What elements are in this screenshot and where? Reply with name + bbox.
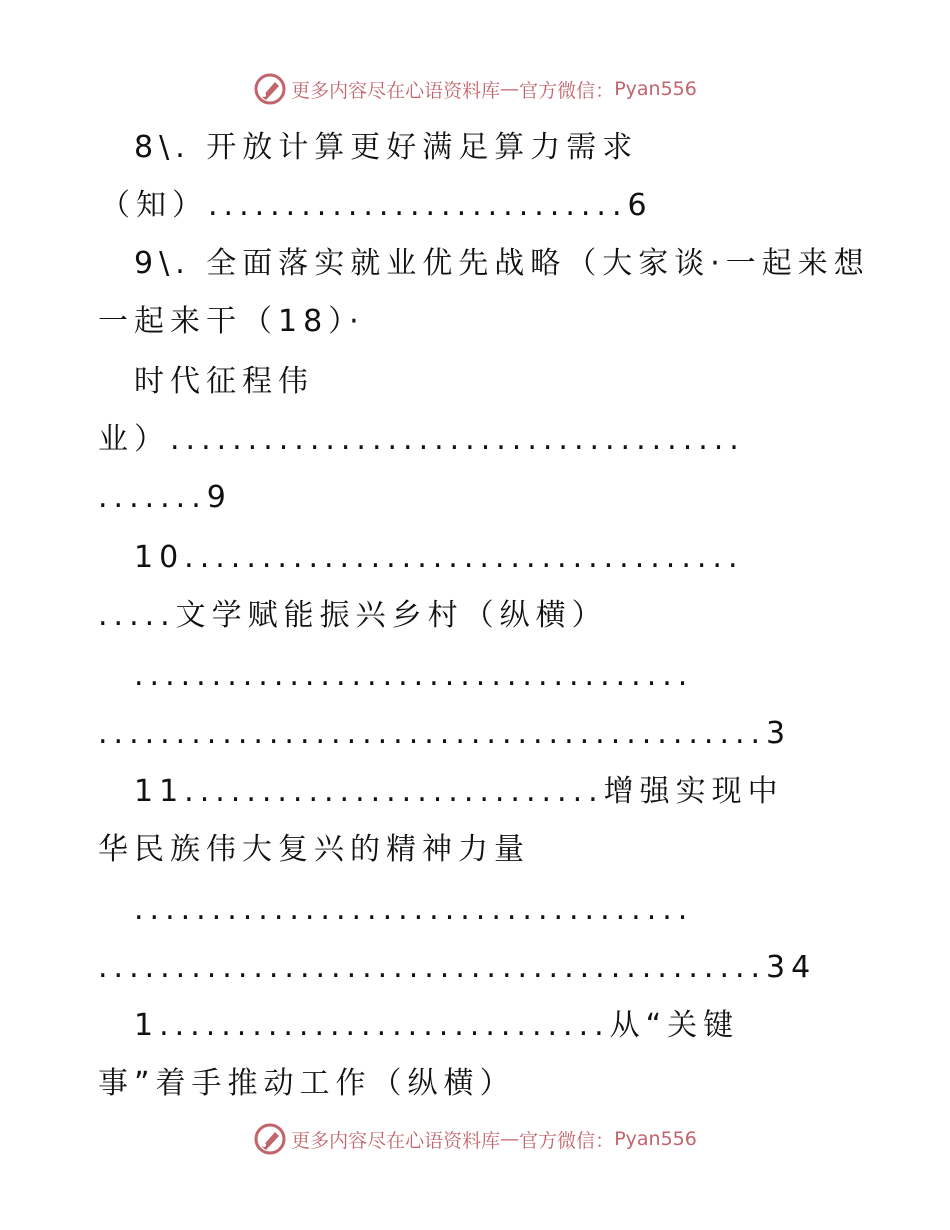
toc-line: 事”着手推动工作（纵横） <box>98 1066 516 1101</box>
toc-line: 8\. 开放计算更好满足算力需求 <box>134 130 639 165</box>
toc-line: 1.............................从“关键 <box>134 1008 740 1043</box>
toc-line: 9\. 全面落实就业优先战略（大家谈·一起来想 <box>134 246 870 281</box>
header-watermark <box>0 72 950 106</box>
pen-nib-circle-icon <box>253 1122 287 1156</box>
toc-line: 时代征程伟 <box>134 364 314 399</box>
watermark-id: Pyan556 <box>614 78 697 100</box>
watermark-separator: — <box>500 1128 520 1150</box>
toc-line: .................................... <box>134 658 694 693</box>
toc-line: （知）...........................6 <box>100 188 653 223</box>
toc-line: .......9 <box>98 480 232 515</box>
toc-line: 10.................................... <box>134 540 744 575</box>
watermark-id: Pyan556 <box>614 1128 697 1150</box>
toc-line: 一起来干（18）· <box>98 304 365 339</box>
toc-line: ...........................................34 <box>98 950 817 985</box>
watermark-text: 更多内容尽在心语资料库 <box>291 1129 501 1152</box>
pen-nib-circle-icon <box>253 72 287 106</box>
watermark-separator: — <box>500 78 520 100</box>
toc-line: 华民族伟大复兴的精神力量 <box>98 832 530 867</box>
toc-line: ...........................................3 <box>98 716 792 751</box>
toc-line: .................................... <box>134 892 694 927</box>
toc-line: .....文学赋能振兴乡村（纵横） <box>98 598 608 633</box>
footer-watermark <box>0 1122 950 1156</box>
toc-line: 业）..................................... <box>98 422 745 457</box>
watermark-label: 官方微信： <box>519 79 615 102</box>
watermark-label: 官方微信： <box>519 1129 615 1152</box>
watermark-text: 更多内容尽在心语资料库 <box>291 79 501 102</box>
toc-line: 11...........................增强实现中 <box>134 774 784 809</box>
